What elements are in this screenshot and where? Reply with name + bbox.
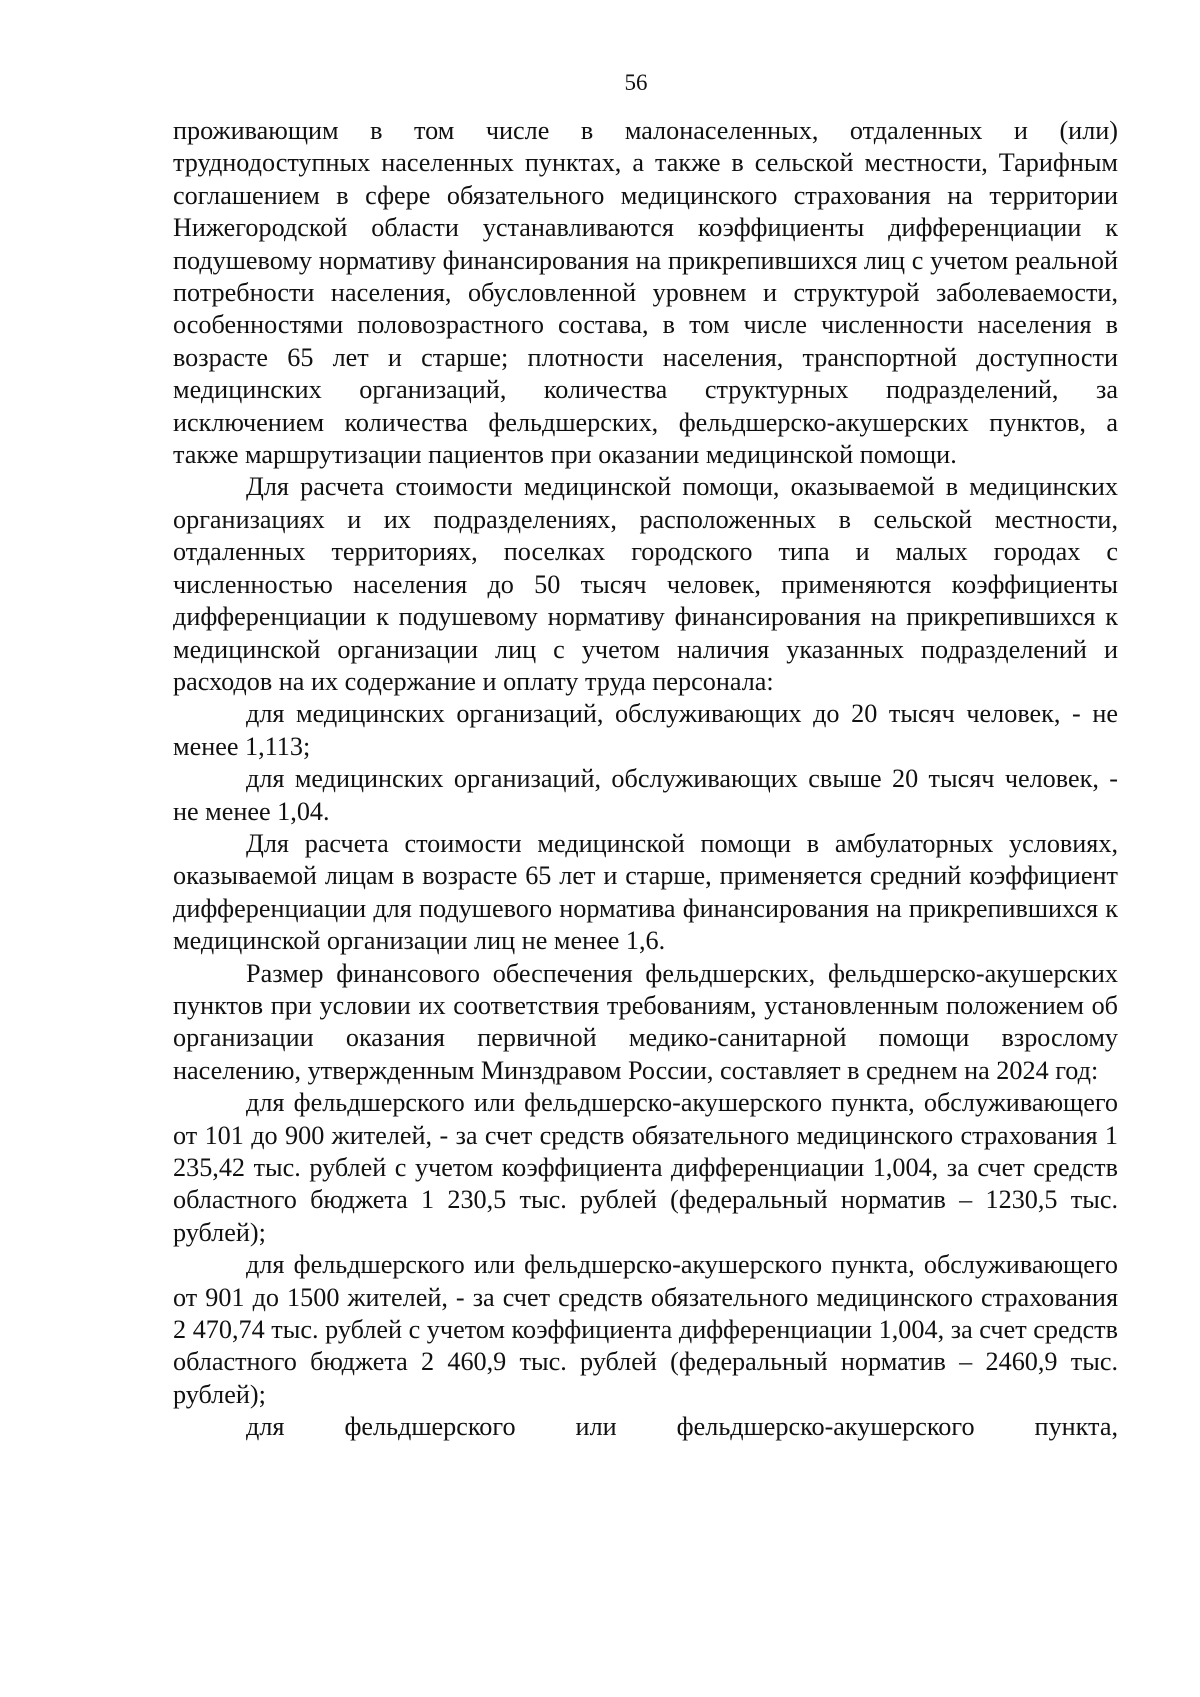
paragraph-rural-coefficients: Для расчета стоимости медицинской помощи, оказываемой в медицинских организациях и их подразделениях, расположенных в сельской местности, отдаленных территориях, поселках городского типа и малых городах с численностью населения до 50 тысяч человек, применяются коэффициенты дифференциации к подушевому нормативу финансирования на прикрепившихся к медицинской организации лиц с учетом наличия указанных подразделений и расходов на их содержание и оплату труда персонала:	[173, 472, 1118, 696]
paragraph-over-20k: для медицинских организаций, обслуживающих свыше 20 тысяч человек, - не менее 1,04.	[173, 764, 1118, 826]
paragraph-age-65-coefficient: Для расчета стоимости медицинской помощи в амбулаторных условиях, оказываемой лицам в возрасте 65 лет и старше, применяется средний коэффициент дифференциации для подушевого норматива финансирования на прикрепившихся к медицинской организации лиц не менее 1,6.	[173, 828, 1118, 956]
paragraph-fap-901-1500: для фельдшерского или фельдшерско-акушерского пункта, обслуживающего от 901 до 1500 жителей, - за счет средств обязательного медицинского страхования 2 470,74 тыс. рублей с учетом коэффициента дифференциации 1,004, за счет средств областного бюджета 2 460,9 тыс. рублей (федеральный норматив – 2460,9 тыс. рублей);	[173, 1250, 1118, 1409]
paragraph-up-to-20k: для медицинских организаций, обслуживающих до 20 тысяч человек, - не менее 1,113;	[173, 699, 1118, 761]
paragraph-continuation: проживающим в том числе в малонаселенных, отдаленных и (или) труднодоступных населенных пунктах, а также в сельской местности, Тарифным соглашением в сфере обязательного медицинского страхования на территории Нижегородской области устанавливаются коэффициенты дифференциации к подушевому нормативу финансирования на прикрепившихся лиц с учетом реальной потребности населения, обусловленной уровнем и структурой заболеваемости, особенностями половозрастного состава, в том числе численности населения в возрасте 65 лет и старше; плотности населения, транспортной доступности медицинских организаций, количества структурных подразделений, за исключением количества фельдшерских, фельдшерско-акушерских пунктов, а также маршрутизации пациентов при оказании медицинской помощи.	[173, 116, 1118, 470]
page-number: 56	[624, 70, 648, 95]
paragraph-fap-funding: Размер финансового обеспечения фельдшерских, фельдшерско-акушерских пунктов при условии их соответствия требованиям, установленным положением об организации оказания первичной медико-санитарной помощи взрослому населению, утвержденным Минздравом России, составляет в среднем на 2024 год:	[173, 958, 1118, 1085]
paragraph-fap-101-900: для фельдшерского или фельдшерско-акушерского пункта, обслуживающего от 101 до 900 жителей, - за счет средств обязательного медицинского страхования 1 235,42 тыс. рублей с учетом коэффициента дифференциации 1,004, за счет средств областного бюджета 1 230,5 тыс. рублей (федеральный норматив – 1230,5 тыс. рублей);	[173, 1088, 1118, 1247]
document-body	[173, 115, 1118, 1444]
paragraph-fap-next: для фельдшерского или фельдшерско-акушерского пункта,	[246, 1412, 1118, 1442]
